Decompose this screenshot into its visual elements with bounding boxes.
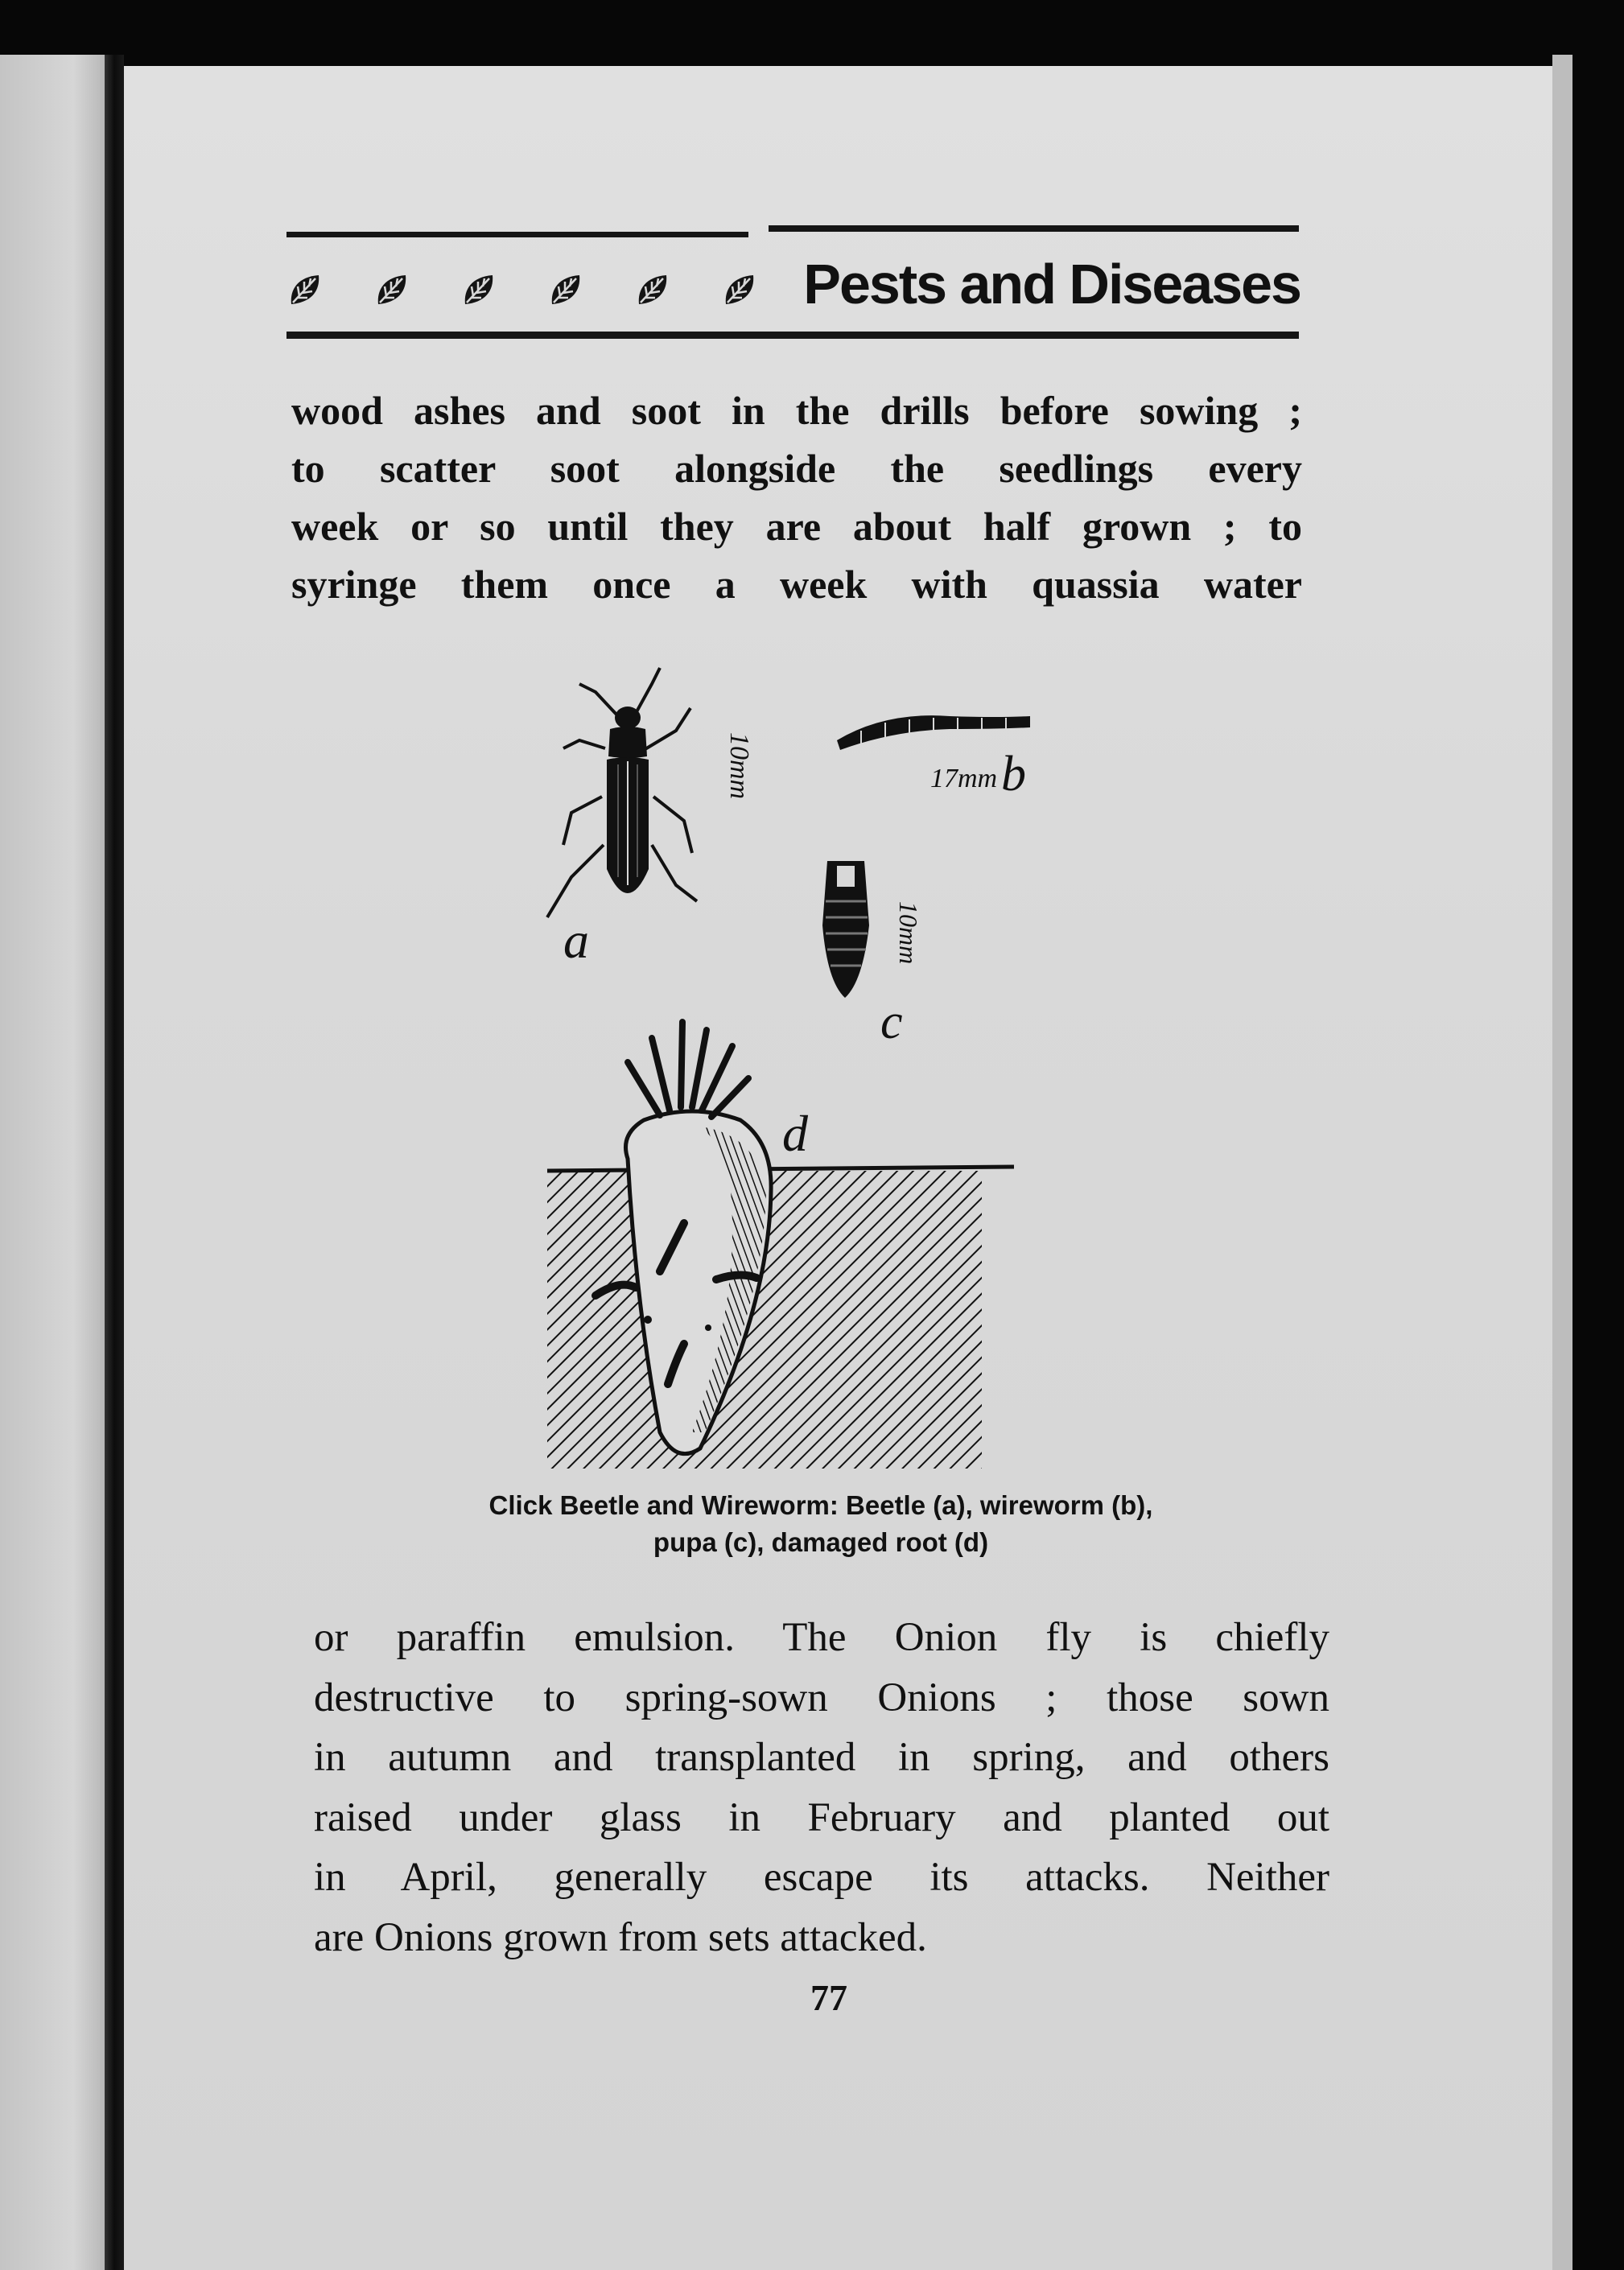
running-title: Pests and Diseases	[803, 253, 1300, 315]
text-line: are Onions grown from sets attacked.	[314, 1914, 927, 1960]
beetle-drawing	[547, 668, 697, 917]
wireworm-measurement: 17mm	[930, 764, 998, 793]
leaf-ornament-icon	[373, 270, 412, 309]
text-line: in April, generally escape its attacks. Neither	[314, 1855, 1329, 1900]
text-line: to scatter soot alongside the seedlings every	[291, 446, 1302, 491]
header-rule-bottom	[286, 332, 1299, 339]
header-rule-top-right	[769, 225, 1299, 232]
page-number: 77	[810, 1977, 847, 2018]
click-beetle-illustration	[515, 660, 1030, 1473]
page-edge-right	[1552, 55, 1572, 2270]
illustration-svg	[515, 660, 1030, 1473]
pupa-measurement: 10mm	[894, 901, 923, 965]
pupa-label: c	[880, 995, 903, 1049]
text-line: syringe them once a week with quassia water	[291, 562, 1302, 607]
root-label: d	[782, 1105, 808, 1162]
book-gutter	[105, 55, 124, 2270]
wireworm-drawing	[837, 715, 1030, 750]
leaf-ornament-icon	[547, 270, 586, 309]
text-line: week or so until they are about half grown ; to	[291, 504, 1302, 549]
caption-line: Click Beetle and Wireworm: Beetle (a), wireworm (b),	[488, 1490, 1153, 1520]
figure-caption	[338, 1487, 1304, 1561]
paragraph-top	[291, 381, 1302, 613]
header-rule-top-left	[286, 232, 748, 237]
paragraph-bottom	[314, 1608, 1329, 1967]
text-line: in autumn and transplanted in spring, and others	[314, 1735, 1329, 1780]
leaf-ornament-row	[286, 270, 769, 319]
caption-line: pupa (c), damaged root (d)	[653, 1527, 989, 1557]
damaged-root-drawing	[547, 1022, 1014, 1469]
leaf-ornament-icon	[460, 270, 499, 309]
facing-page-edge	[0, 55, 105, 2270]
text-line: wood ashes and soot in the drills before sowing ;	[291, 388, 1302, 433]
pupa-drawing	[822, 861, 869, 998]
beetle-label: a	[563, 912, 589, 969]
leaf-ornament-icon	[634, 270, 673, 309]
leaf-ornament-icon	[286, 270, 325, 309]
beetle-measurement: 10mm	[724, 732, 754, 800]
text-line: raised under glass in February and planted out	[314, 1794, 1329, 1840]
leaf-ornament-icon	[721, 270, 760, 309]
text-line: or paraffin emulsion. The Onion fly is chiefly	[314, 1615, 1329, 1660]
text-line: destructive to spring-sown Onions ; those sown	[314, 1675, 1329, 1720]
wireworm-label: b	[1001, 747, 1026, 801]
